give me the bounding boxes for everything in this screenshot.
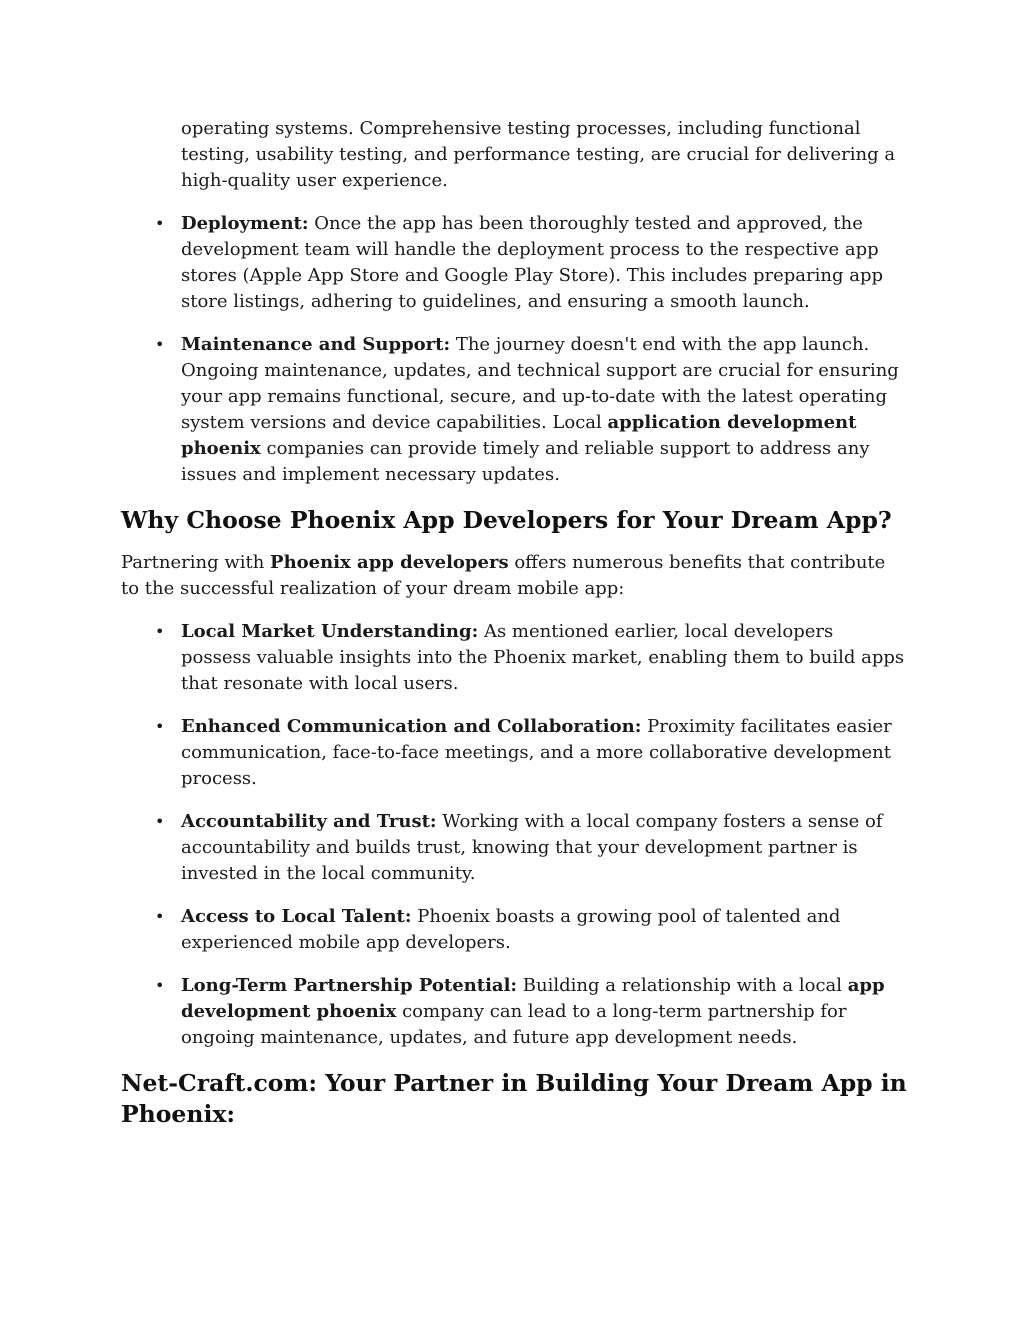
benefit-text: Phoenix boasts a growing pool of talented and experienced mobile app developers. <box>181 906 841 953</box>
bullet-icon: • <box>155 717 165 736</box>
benefit-title: Long-Term Partnership Potential: <box>181 975 518 996</box>
bullet-icon: • <box>155 214 165 233</box>
benefits-bullet-list <box>121 619 907 1051</box>
list-item-local-talent <box>121 904 907 956</box>
benefit-text-after: company can lead to a long-term partnership for ongoing maintenance, updates, and future app development needs. <box>181 1001 847 1048</box>
benefit-title: Access to Local Talent: <box>181 906 412 927</box>
intro-before: Partnering with <box>121 552 271 573</box>
benefit-strong: app development phoenix <box>181 975 885 1022</box>
list-item-long-term <box>121 973 907 1051</box>
benefit-title: Accountability and Trust: <box>181 811 437 832</box>
benefit-text: As mentioned earlier, local developers possess valuable insights into the Phoenix market, enabling them to build apps that resonate with local users. <box>181 621 905 694</box>
bullet-icon: • <box>155 976 165 995</box>
intro-after: offers numerous benefits that contribute to the successful realization of your dream mobile app: <box>121 552 886 599</box>
maintenance-text: The journey doesn't end with the app launch. Ongoing maintenance, updates, and technical support are crucial for ensuring your app remains functional, secure, and up-to-date with the latest operating system versions and device capabilities. Local <box>181 334 899 433</box>
bullet-icon: • <box>155 812 165 831</box>
list-item-local-market <box>121 619 907 697</box>
maintenance-text-after: companies can provide timely and reliable support to address any issues and implement necessary updates. <box>181 438 870 485</box>
benefit-title: Local Market Understanding: <box>181 621 479 642</box>
intro-strong: Phoenix app developers <box>270 552 509 573</box>
bullet-icon: • <box>155 622 165 641</box>
benefit-text: Proximity facilitates easier communication, face-to-face meetings, and a more collaborative development process. <box>181 716 892 789</box>
deployment-title: Deployment: <box>181 213 309 234</box>
bullet-icon: • <box>155 907 165 926</box>
document-page <box>121 116 907 1130</box>
continuation-paragraph: operating systems. Comprehensive testing processes, including functional testing, usability testing, and performance testing, are crucial for delivering a high-quality user experience. <box>181 118 896 191</box>
benefit-title: Enhanced Communication and Collaboration: <box>181 716 642 737</box>
deployment-text: Once the app has been thoroughly tested and approved, the development team will handle the deployment process to the respective app stores (Apple App Store and Google Play Store). This includes preparing app store listings, adhering to guidelines, and ensuring a smooth launch. <box>181 213 883 312</box>
bullet-icon: • <box>155 335 165 354</box>
benefit-text: Working with a local company fosters a sense of accountability and builds trust, knowing that your development partner is invested in the local community. <box>181 811 883 884</box>
netcraft-heading: Net-Craft.com: Your Partner in Building Your Dream App in Phoenix: <box>121 1069 907 1128</box>
list-item-maintenance <box>121 332 907 488</box>
maintenance-strong: application development phoenix <box>181 412 857 459</box>
list-item-deployment <box>121 211 907 315</box>
benefit-text: Building a relationship with a local <box>517 975 848 996</box>
list-item-communication <box>121 714 907 792</box>
intro-paragraph <box>121 550 907 602</box>
maintenance-title: Maintenance and Support: <box>181 334 451 355</box>
why-choose-heading: Why Choose Phoenix App Developers for Your Dream App? <box>121 506 892 534</box>
process-bullet-list <box>121 211 907 488</box>
list-item-accountability <box>121 809 907 887</box>
